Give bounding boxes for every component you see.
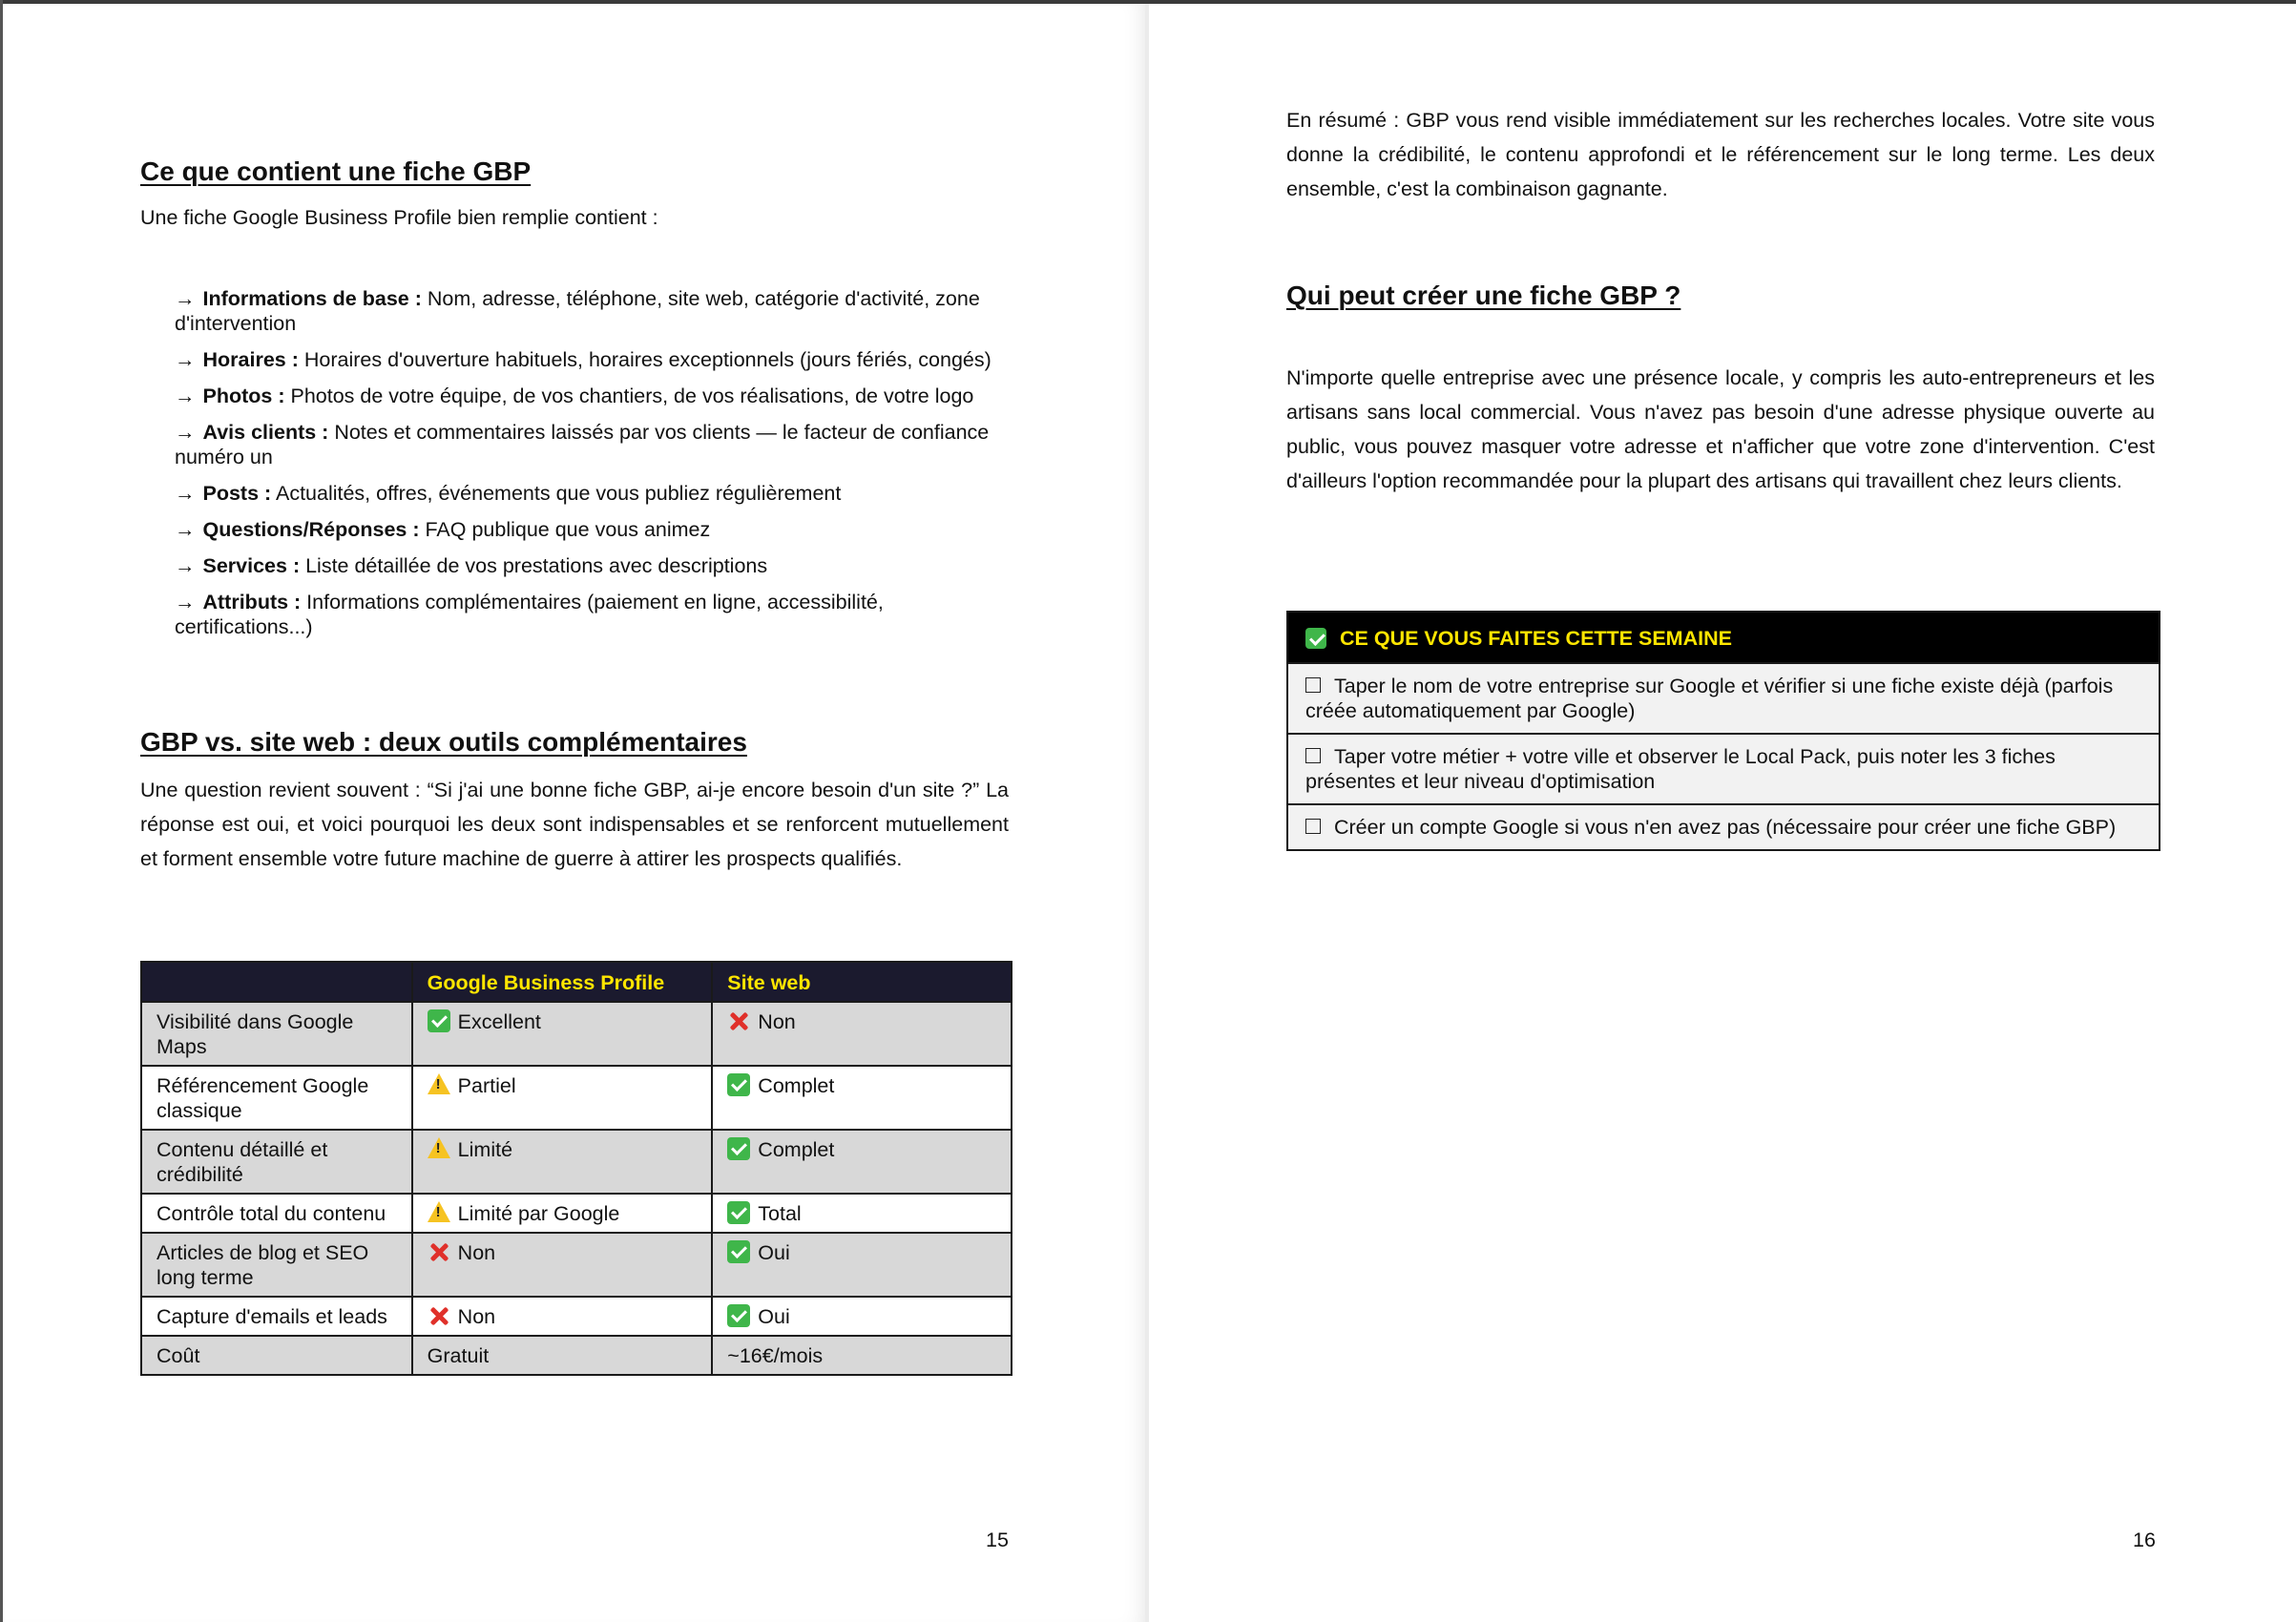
table-cell-feature: Capture d'emails et leads [141, 1297, 412, 1336]
list-item: → Horaires : Horaires d'ouverture habituels, horaires exceptionnels (jours fériés, congés) [175, 348, 991, 371]
table-row [141, 1336, 1012, 1375]
arrow-icon: → [175, 385, 196, 407]
action-item: Taper le nom de votre entreprise sur Google et vérifier si une fiche existe déjà (parfois créée automatiquement par Google) [1288, 662, 2159, 733]
cross-icon [428, 1240, 450, 1263]
check-icon [727, 1137, 750, 1160]
cross-icon [428, 1304, 450, 1327]
warning-icon [428, 1073, 450, 1094]
table-cell-gbp: Gratuit [412, 1336, 713, 1375]
warning-icon [428, 1201, 450, 1222]
table-cell-gbp: Excellent [412, 1002, 713, 1066]
check-icon [727, 1073, 750, 1096]
list-item: → Posts : Actualités, offres, événements que vous publiez régulièrement [175, 482, 842, 505]
action-item: Taper votre métier + votre ville et observer le Local Pack, puis noter les 3 fiches présentes et leur niveau d'optimisation [1288, 733, 2159, 803]
table-cell-gbp: !Limité [412, 1130, 713, 1194]
table-cell-gbp: !Partiel [412, 1066, 713, 1130]
table-cell-feature: Contenu détaillé et crédibilité [141, 1130, 412, 1194]
checkbox-icon[interactable] [1305, 677, 1321, 693]
action-item: Créer un compte Google si vous n'en avez pas (nécessaire pour créer une fiche GBP) [1288, 803, 2159, 849]
heading-gbp-vs-site: GBP vs. site web : deux outils complémentaires [140, 727, 747, 757]
arrow-icon: → [175, 287, 196, 310]
table-cell-feature: Coût [141, 1336, 412, 1375]
warning-icon [428, 1137, 450, 1158]
check-icon [727, 1201, 750, 1224]
page-15 [0, 4, 1145, 1622]
cross-icon [727, 1009, 750, 1032]
page-number: 16 [2133, 1528, 2156, 1551]
weekly-actions-header: CE QUE VOUS FAITES CETTE SEMAINE [1288, 613, 2159, 662]
table-cell-gbp: Non [412, 1233, 713, 1297]
list-item: → Informations de base : Nom, adresse, téléphone, site web, catégorie d'activité, zone d'intervention [175, 287, 980, 335]
table-row [141, 1002, 1012, 1066]
table-cell-site: Complet [712, 1130, 1012, 1194]
list-item: → Avis clients : Notes et commentaires laissés par vos clients — le facteur de confiance numéro un [175, 421, 990, 468]
table-header-row [141, 962, 1012, 1002]
table-header-site: Site web [712, 962, 1012, 1002]
checkbox-icon[interactable] [1305, 819, 1321, 834]
table-cell-feature: Contrôle total du contenu [141, 1194, 412, 1233]
check-icon [1305, 628, 1326, 649]
check-icon [727, 1304, 750, 1327]
heading-who-can-create: Qui peut créer une fiche GBP ? [1286, 281, 1681, 310]
list-item: → Attributs : Informations complémentaires (paiement en ligne, accessibilité, certifications...) [175, 591, 884, 638]
table-cell-site: Oui [712, 1233, 1012, 1297]
who-can-create-text: N'importe quelle entreprise avec une présence locale, y compris les auto-entrepreneurs et les artisans sans local commercial. Vous n'avez pas besoin d'une adresse physique ouverte au public, vous pouvez masquer votre adresse et n'afficher que votre zone d'intervention. C'est d'ailleurs l'option recommandée pour la plupart des artisans qui travaillent chez leurs clients. [1286, 366, 2155, 492]
table-row [141, 1066, 1012, 1130]
comparison-table [140, 961, 1012, 1376]
page-number: 15 [986, 1528, 1009, 1551]
check-icon [428, 1009, 450, 1032]
table-row [141, 1130, 1012, 1194]
table-cell-feature: Visibilité dans Google Maps [141, 1002, 412, 1066]
arrow-icon: → [175, 518, 196, 541]
table-cell-site: Non [712, 1002, 1012, 1066]
gbp-contents-list [175, 286, 1014, 651]
table-header-gbp: Google Business Profile [412, 962, 713, 1002]
arrow-icon: → [175, 591, 196, 613]
check-icon [727, 1240, 750, 1263]
arrow-icon: → [175, 348, 196, 371]
arrow-icon: → [175, 421, 196, 444]
arrow-icon: → [175, 554, 196, 577]
table-cell-site: Oui [712, 1297, 1012, 1336]
table-cell-site: ~16€/mois [712, 1336, 1012, 1375]
viewer-left-border [0, 0, 3, 1622]
table-cell-site: Complet [712, 1066, 1012, 1130]
table-cell-gbp: ! Limité par Google [412, 1194, 713, 1233]
table-header-empty [141, 962, 412, 1002]
list-item: → Services : Liste détaillée de vos prestations avec descriptions [175, 554, 768, 577]
intro-text: Une fiche Google Business Profile bien remplie contient : [140, 206, 658, 229]
arrow-icon: → [175, 482, 196, 505]
list-item: → Questions/Réponses : FAQ publique que vous animez [175, 518, 711, 541]
list-item: → Photos : Photos de votre équipe, de vos chantiers, de vos réalisations, de votre logo [175, 385, 974, 407]
heading-gbp-contents: Ce que contient une fiche GBP [140, 156, 532, 186]
table-cell-site: Total [712, 1194, 1012, 1233]
checkbox-icon[interactable] [1305, 748, 1321, 763]
table-row [141, 1194, 1012, 1233]
table-row [141, 1233, 1012, 1297]
table-cell-feature: Articles de blog et SEO long terme [141, 1233, 412, 1297]
weekly-actions-box [1286, 611, 2160, 851]
table-cell-gbp: Non [412, 1297, 713, 1336]
table-cell-feature: Référencement Google classique [141, 1066, 412, 1130]
table-row [141, 1297, 1012, 1336]
comparison-intro: Une question revient souvent : “Si j'ai une bonne fiche GBP, ai-je encore besoin d'un site ?” La réponse est oui, et voici pourquoi les deux sont indispensables et se renforcent mutuellement et forment ensemble votre future machine de guerre à attirer les prospects qualifiés. [140, 779, 1009, 870]
summary-text: En résumé : GBP vous rend visible immédiatement sur les recherches locales. Votre site vous donne la crédibilité, le contenu approfondi et le référencement sur le long terme. Les deux ensemble, c'est la combinaison gagnante. [1286, 109, 2155, 200]
